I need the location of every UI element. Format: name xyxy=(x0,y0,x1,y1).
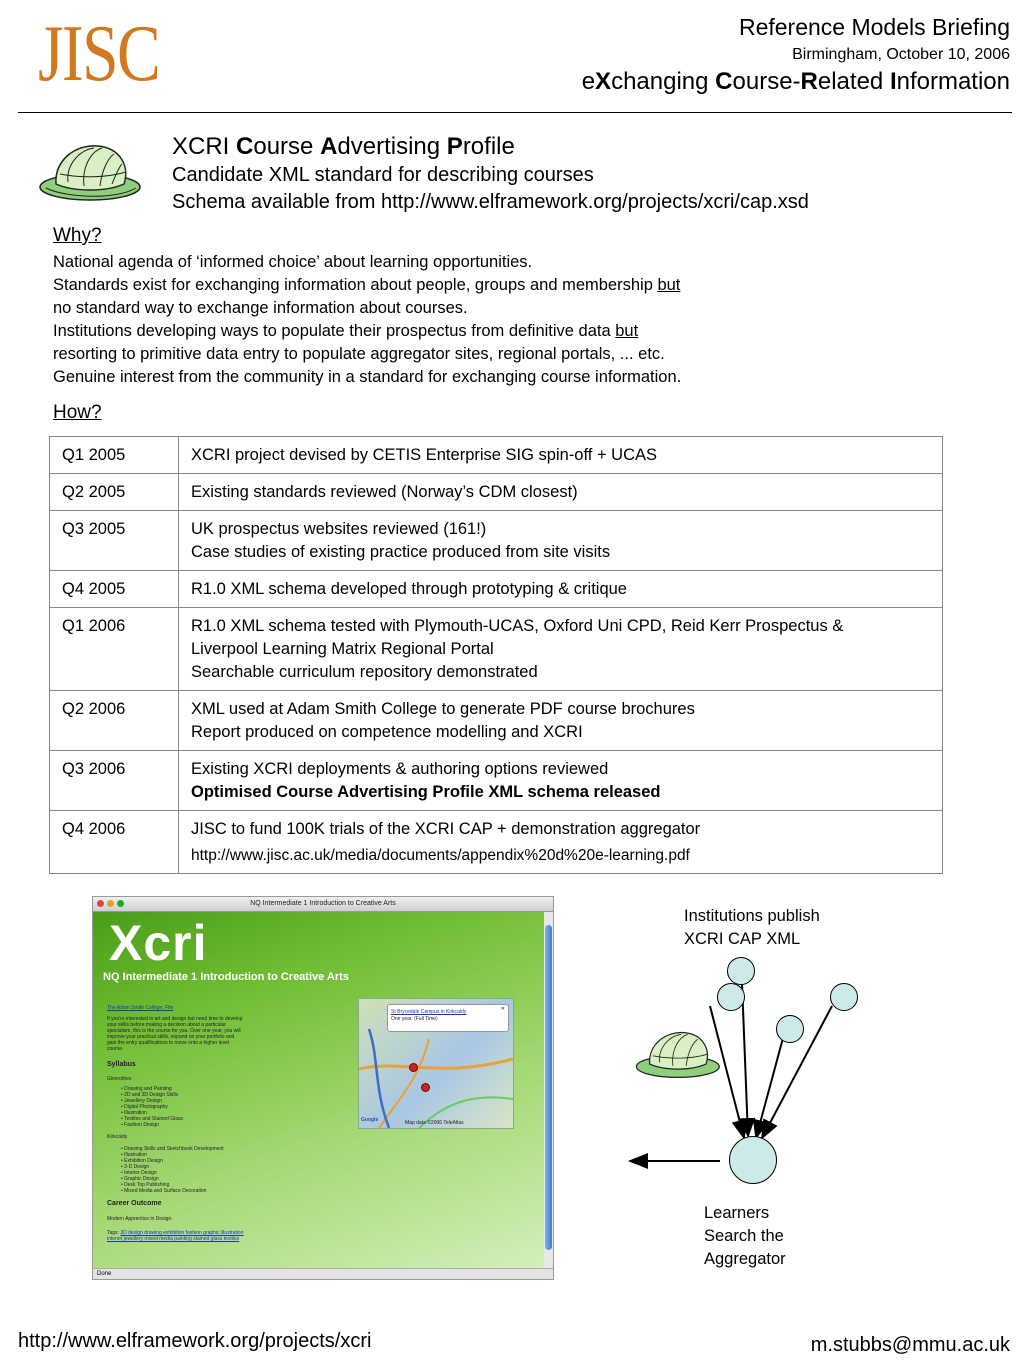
cap-icon xyxy=(36,138,142,208)
table-row xyxy=(50,811,943,874)
table-row xyxy=(50,511,943,571)
activity-cell: XML used at Adam Smith College to generate PDF course brochures Report produced on competence modelling and XCRI xyxy=(179,691,943,751)
intro-line: your skills before making a decision about a particular xyxy=(107,1022,226,1028)
browser-window-title: NQ Intermediate 1 Introduction to Creative Arts xyxy=(250,900,396,907)
list-item: • Exhibition Design xyxy=(121,1158,163,1164)
cap-icon xyxy=(632,1026,722,1084)
list-item: • Illustration xyxy=(121,1152,147,1158)
quarter-cell: Q4 2005 xyxy=(50,571,179,608)
institution-node xyxy=(830,983,858,1011)
map-credit: Map data ©2006 TeleAtlas xyxy=(405,1120,464,1126)
tag-links[interactable]: interior jewellery mixed media painting stained glass textiles xyxy=(107,1236,240,1242)
briefing-title: Reference Models Briefing xyxy=(738,14,1010,40)
list-item: • Textiles and Stained Glass xyxy=(121,1116,183,1122)
close-icon[interactable] xyxy=(97,900,104,907)
publish-label: Institutions publish XCRI CAP XML xyxy=(684,907,820,948)
course-title: NQ Intermediate 1 Introduction to Creative Arts xyxy=(103,971,349,983)
close-icon[interactable]: ✕ xyxy=(500,1006,505,1012)
activity-cell: R1.0 XML schema developed through prototyping & critique xyxy=(179,571,943,608)
list-item: • Interior Design xyxy=(121,1170,157,1176)
activity-cell: JISC to fund 100K trials of the XCRI CAP + demonstration aggregator http://www.jisc.ac.uk/media/documents/appendix%20d%20e-learning.pdf xyxy=(179,811,943,874)
aggregator-node xyxy=(729,1136,777,1184)
why-line: resorting to primitive data entry to populate aggregator sites, regional portals, ... etc. xyxy=(53,345,665,363)
xcri-expansion: eXchanging Course-Related Information xyxy=(581,68,1010,95)
quarter-cell: Q1 2005 xyxy=(50,437,179,474)
timeline-table xyxy=(49,436,943,874)
activity-cell: R1.0 XML schema tested with Plymouth-UCAS, Oxford Uni CPD, Reid Kerr Prospectus & Liverpool Learning Matrix Regional Portal Searchable curriculum repository demonstrated xyxy=(179,608,943,691)
activity-cell: Existing standards reviewed (Norway’s CDM closest) xyxy=(179,474,943,511)
table-row xyxy=(50,608,943,691)
google-logo: Google xyxy=(361,1117,379,1123)
list-item: • Illustration xyxy=(121,1110,147,1116)
table-row xyxy=(50,474,943,511)
table-row xyxy=(50,571,943,608)
intro-line: If you're interested in art and design but need time to develop xyxy=(107,1016,243,1022)
xcri-browser-screenshot xyxy=(92,896,554,1280)
header-divider xyxy=(18,112,1012,113)
list-item: • Drawing and Painting xyxy=(121,1086,172,1092)
minimize-icon[interactable] xyxy=(107,900,114,907)
table-row xyxy=(50,437,943,474)
institution-node xyxy=(776,1015,804,1043)
why-line: Genuine interest from the community in a standard for exchanging course information. xyxy=(53,368,682,386)
quarter-cell: Q4 2006 xyxy=(50,811,179,874)
list-item: • Desk Top Publishing xyxy=(121,1182,170,1188)
list-item: • Graphic Design xyxy=(121,1176,159,1182)
campus-kirkcaldy: Kirkcaldy xyxy=(107,1134,128,1140)
why-body xyxy=(53,251,813,389)
why-line: no standard way to exchange information about courses. xyxy=(53,299,468,317)
list-item: • Fashion Design xyxy=(121,1122,159,1128)
browser-titlebar xyxy=(93,897,553,912)
institution-node xyxy=(717,983,745,1011)
how-heading: How? xyxy=(53,402,102,423)
quarter-cell: Q3 2006 xyxy=(50,751,179,811)
quarter-cell: Q2 2005 xyxy=(50,474,179,511)
institution-node xyxy=(727,957,755,985)
activity-cell: Existing XCRI deployments & authoring options reviewed Optimised Course Advertising Profile XML schema released xyxy=(179,751,943,811)
intro-line: specialism, this is the course for you. Over one year, you will xyxy=(107,1028,241,1034)
why-line: Institutions developing ways to populate their prospectus from definitive data but xyxy=(53,322,639,340)
list-item: • 2D and 3D Design Skills xyxy=(121,1092,179,1098)
tags-line: Tags: 3D design drawing exhibition fashion graphic illustration xyxy=(107,1230,244,1236)
footer-email[interactable]: m.stubbs@mmu.ac.uk xyxy=(810,1334,1010,1356)
college-link[interactable]: The Adam Smith College, Fife xyxy=(107,1005,174,1011)
cap-schema-location: Schema available from http://www.elframework.org/projects/xcri/cap.xsd xyxy=(172,191,809,213)
why-line: Standards exist for exchanging information about people, groups and membership but xyxy=(53,276,681,294)
footer-url[interactable]: http://www.elframework.org/projects/xcri xyxy=(18,1330,372,1352)
list-item: • Jewellery Design xyxy=(121,1098,162,1104)
campus-duration: One year. (Full Time) xyxy=(391,1016,438,1022)
cap-title: XCRI Course Advertising Profile xyxy=(172,133,515,160)
browser-content xyxy=(93,912,544,1268)
map-pin-icon[interactable] xyxy=(409,1063,418,1072)
activity-cell: UK prospectus websites reviewed (161!) Case studies of existing practice produced from site visits xyxy=(179,511,943,571)
table-row xyxy=(50,751,943,811)
scrollbar-thumb[interactable] xyxy=(545,925,552,1250)
intro-line: course. xyxy=(107,1046,124,1052)
jisc-logo: JISC xyxy=(38,10,160,98)
map-info-popup xyxy=(387,1004,509,1032)
quarter-cell: Q1 2006 xyxy=(50,608,179,691)
list-item: • 3-D Design xyxy=(121,1164,150,1170)
quarter-cell: Q2 2006 xyxy=(50,691,179,751)
list-item: • Mixed Media and Surface Decoration xyxy=(121,1188,207,1194)
google-map[interactable] xyxy=(358,998,514,1129)
zoom-icon[interactable] xyxy=(117,900,124,907)
briefing-location-date: Birmingham, October 10, 2006 xyxy=(792,46,1010,63)
career-heading: Career Outcome xyxy=(107,1200,162,1207)
list-item: • Drawing Skills and Sketchbook Development xyxy=(121,1146,224,1152)
campus-link[interactable]: St Brycedale Campus in Kirkcaldy xyxy=(391,1009,467,1015)
table-row xyxy=(50,691,943,751)
why-line: National agenda of ‘informed choice’ about learning opportunities. xyxy=(53,253,533,271)
campus-glenrothes: Glenrothes xyxy=(107,1076,132,1082)
career-text: Modern Apprentice in Design. xyxy=(107,1216,173,1222)
intro-line: gain the entry qualifications to move onto a higher level xyxy=(107,1040,230,1046)
map-pin-icon[interactable] xyxy=(421,1083,430,1092)
tag-links[interactable]: 3D design drawing exhibition fashion graphic illustration xyxy=(120,1230,244,1236)
learners-label: Learners Search the Aggregator xyxy=(704,1204,786,1268)
appendix-link[interactable]: http://www.jisc.ac.uk/media/documents/appendix%20d%20e-learning.pdf xyxy=(191,847,690,864)
cap-description: Candidate XML standard for describing courses xyxy=(172,164,594,186)
quarter-cell: Q3 2005 xyxy=(50,511,179,571)
activity-cell: XCRI project devised by CETIS Enterprise SIG spin-off + UCAS xyxy=(179,437,943,474)
list-item: • Digital Photography xyxy=(121,1104,168,1110)
why-heading: Why? xyxy=(53,225,102,246)
syllabus-heading: Syllabus xyxy=(107,1061,136,1068)
intro-line: improve your practical skills, expand on your portfolio and xyxy=(107,1034,235,1040)
xcri-logo: Xcri xyxy=(109,915,208,971)
browser-status-bar: Done xyxy=(93,1268,553,1279)
